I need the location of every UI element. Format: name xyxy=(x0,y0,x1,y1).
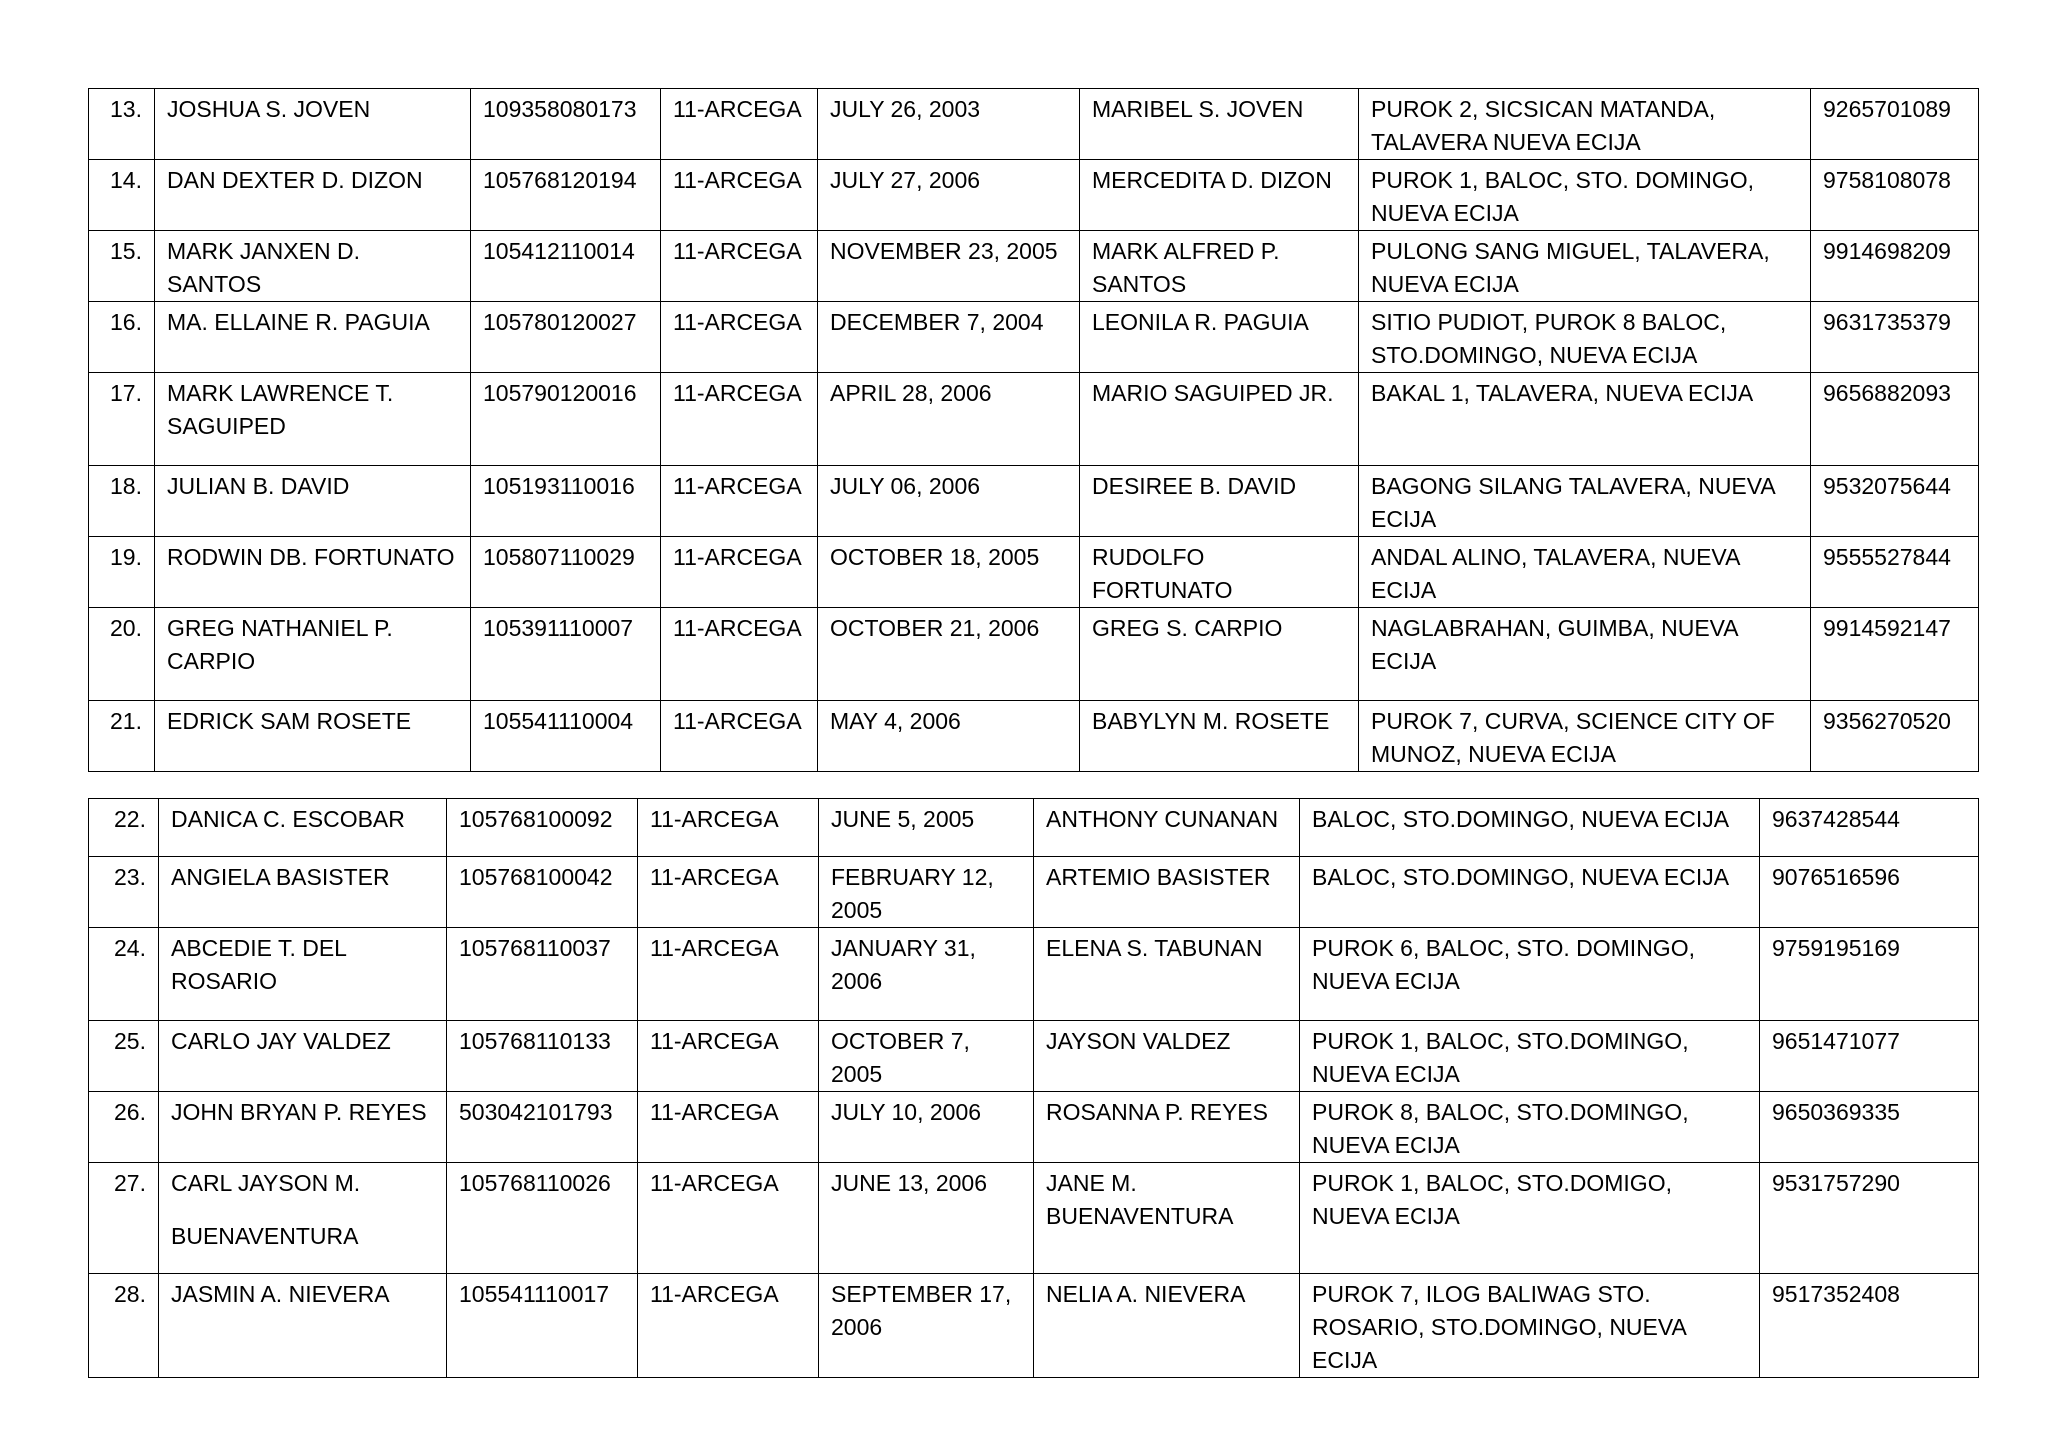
student-name: GREG NATHANIEL P. CARPIO xyxy=(155,608,471,701)
table-row xyxy=(89,1163,1979,1274)
contact-number: 9650369335 xyxy=(1760,1092,1979,1163)
lrn: 105768120194 xyxy=(471,160,661,231)
birthdate: JUNE 13, 2006 xyxy=(819,1163,1034,1274)
section: 11-ARCEGA xyxy=(638,928,819,1021)
lrn: 105768110026 xyxy=(447,1163,638,1274)
section: 11-ARCEGA xyxy=(638,799,819,857)
contact-number: 9531757290 xyxy=(1760,1163,1979,1274)
lrn: 105780120027 xyxy=(471,302,661,373)
birthdate: OCTOBER 7, 2005 xyxy=(819,1021,1034,1092)
birthdate: DECEMBER 7, 2004 xyxy=(818,302,1080,373)
lrn: 105391110007 xyxy=(471,608,661,701)
birthdate: JULY 27, 2006 xyxy=(818,160,1080,231)
contact-number: 9265701089 xyxy=(1811,89,1979,160)
birthdate: NOVEMBER 23, 2005 xyxy=(818,231,1080,302)
row-number: 25. xyxy=(89,1021,159,1092)
section: 11-ARCEGA xyxy=(661,701,818,772)
row-number: 28. xyxy=(89,1274,159,1378)
address: BAKAL 1, TALAVERA, NUEVA ECIJA xyxy=(1359,373,1811,466)
address: PUROK 1, BALOC, STO.DOMINGO, NUEVA ECIJA xyxy=(1300,1021,1760,1092)
lrn: 105541110017 xyxy=(447,1274,638,1378)
address: PUROK 8, BALOC, STO.DOMINGO, NUEVA ECIJA xyxy=(1300,1092,1760,1163)
guardian-name: ELENA S. TABUNAN xyxy=(1034,928,1300,1021)
student-name-line-1: CARL JAYSON M. xyxy=(171,1170,361,1196)
student-name-line-2: BUENAVENTURA xyxy=(171,1223,359,1249)
birthdate: JULY 10, 2006 xyxy=(819,1092,1034,1163)
section: 11-ARCEGA xyxy=(638,1274,819,1378)
address: BALOC, STO.DOMINGO, NUEVA ECIJA xyxy=(1300,857,1760,928)
lrn: 105768110133 xyxy=(447,1021,638,1092)
row-number: 23. xyxy=(89,857,159,928)
section: 11-ARCEGA xyxy=(661,160,818,231)
guardian-name: GREG S. CARPIO xyxy=(1080,608,1359,701)
contact-number: 9914698209 xyxy=(1811,231,1979,302)
birthdate: JUNE 5, 2005 xyxy=(819,799,1034,857)
table-row xyxy=(89,799,1979,857)
table-row xyxy=(89,857,1979,928)
address: SITIO PUDIOT, PUROK 8 BALOC, STO.DOMINGO, NUEVA ECIJA xyxy=(1359,302,1811,373)
section: 11-ARCEGA xyxy=(661,466,818,537)
birthdate: MAY 4, 2006 xyxy=(818,701,1080,772)
table-row xyxy=(89,701,1979,772)
section: 11-ARCEGA xyxy=(661,302,818,373)
guardian-name: MARIO SAGUIPED JR. xyxy=(1080,373,1359,466)
address: PUROK 7, CURVA, SCIENCE CITY OF MUNOZ, NUEVA ECIJA xyxy=(1359,701,1811,772)
row-number: 15. xyxy=(89,231,155,302)
lrn: 105768110037 xyxy=(447,928,638,1021)
lrn: 105768100042 xyxy=(447,857,638,928)
birthdate: JULY 26, 2003 xyxy=(818,89,1080,160)
birthdate: SEPTEMBER 17, 2006 xyxy=(819,1274,1034,1378)
contact-number: 9356270520 xyxy=(1811,701,1979,772)
birthdate: APRIL 28, 2006 xyxy=(818,373,1080,466)
birthdate: FEBRUARY 12, 2005 xyxy=(819,857,1034,928)
student-name: DAN DEXTER D. DIZON xyxy=(155,160,471,231)
contact-number: 9914592147 xyxy=(1811,608,1979,701)
address: PUROK 7, ILOG BALIWAG STO. ROSARIO, STO.DOMINGO, NUEVA ECIJA xyxy=(1300,1274,1760,1378)
student-name: MARK JANXEN D. SANTOS xyxy=(155,231,471,302)
student-name: JOSHUA S. JOVEN xyxy=(155,89,471,160)
contact-number: 9517352408 xyxy=(1760,1274,1979,1378)
row-number: 19. xyxy=(89,537,155,608)
row-number: 26. xyxy=(89,1092,159,1163)
contact-number: 9637428544 xyxy=(1760,799,1979,857)
row-number: 20. xyxy=(89,608,155,701)
guardian-name: JANE M. BUENAVENTURA xyxy=(1034,1163,1300,1274)
guardian-name: LEONILA R. PAGUIA xyxy=(1080,302,1359,373)
contact-number: 9532075644 xyxy=(1811,466,1979,537)
section: 11-ARCEGA xyxy=(661,608,818,701)
student-name xyxy=(159,1163,447,1274)
table-row xyxy=(89,537,1979,608)
student-name: DANICA C. ESCOBAR xyxy=(159,799,447,857)
row-number: 13. xyxy=(89,89,155,160)
address: ANDAL ALINO, TALAVERA, NUEVA ECIJA xyxy=(1359,537,1811,608)
contact-number: 9631735379 xyxy=(1811,302,1979,373)
table-row xyxy=(89,1092,1979,1163)
guardian-name: MERCEDITA D. DIZON xyxy=(1080,160,1359,231)
student-table-2 xyxy=(88,798,1979,1378)
guardian-name: ANTHONY CUNANAN xyxy=(1034,799,1300,857)
guardian-name: MARIBEL S. JOVEN xyxy=(1080,89,1359,160)
section: 11-ARCEGA xyxy=(661,231,818,302)
section: 11-ARCEGA xyxy=(661,89,818,160)
row-number: 21. xyxy=(89,701,155,772)
guardian-name: DESIREE B. DAVID xyxy=(1080,466,1359,537)
student-name: MARK LAWRENCE T. SAGUIPED xyxy=(155,373,471,466)
address: PUROK 1, BALOC, STO. DOMINGO, NUEVA ECIJA xyxy=(1359,160,1811,231)
lrn: 105541110004 xyxy=(471,701,661,772)
table-row xyxy=(89,928,1979,1021)
student-name: JOHN BRYAN P. REYES xyxy=(159,1092,447,1163)
table-row xyxy=(89,302,1979,373)
student-name: ANGIELA BASISTER xyxy=(159,857,447,928)
row-number: 16. xyxy=(89,302,155,373)
contact-number: 9076516596 xyxy=(1760,857,1979,928)
section: 11-ARCEGA xyxy=(638,1021,819,1092)
guardian-name: ROSANNA P. REYES xyxy=(1034,1092,1300,1163)
student-name: JULIAN B. DAVID xyxy=(155,466,471,537)
address: PUROK 2, SICSICAN MATANDA, TALAVERA NUEVA ECIJA xyxy=(1359,89,1811,160)
contact-number: 9651471077 xyxy=(1760,1021,1979,1092)
birthdate: OCTOBER 18, 2005 xyxy=(818,537,1080,608)
section: 11-ARCEGA xyxy=(638,1163,819,1274)
student-name: JASMIN A. NIEVERA xyxy=(159,1274,447,1378)
lrn: 105807110029 xyxy=(471,537,661,608)
lrn: 109358080173 xyxy=(471,89,661,160)
row-number: 27. xyxy=(89,1163,159,1274)
student-name: CARLO JAY VALDEZ xyxy=(159,1021,447,1092)
guardian-name: ARTEMIO BASISTER xyxy=(1034,857,1300,928)
section: 11-ARCEGA xyxy=(638,857,819,928)
table-row xyxy=(89,466,1979,537)
lrn: 105193110016 xyxy=(471,466,661,537)
table-row xyxy=(89,231,1979,302)
table-row xyxy=(89,160,1979,231)
section: 11-ARCEGA xyxy=(661,373,818,466)
contact-number: 9759195169 xyxy=(1760,928,1979,1021)
student-table-1 xyxy=(88,88,1979,772)
address: PUROK 6, BALOC, STO. DOMINGO, NUEVA ECIJA xyxy=(1300,928,1760,1021)
birthdate: JULY 06, 2006 xyxy=(818,466,1080,537)
birthdate: JANUARY 31, 2006 xyxy=(819,928,1034,1021)
table-row xyxy=(89,373,1979,466)
row-number: 18. xyxy=(89,466,155,537)
student-name: RODWIN DB. FORTUNATO xyxy=(155,537,471,608)
row-number: 22. xyxy=(89,799,159,857)
guardian-name: BABYLYN M. ROSETE xyxy=(1080,701,1359,772)
row-number: 14. xyxy=(89,160,155,231)
guardian-name: JAYSON VALDEZ xyxy=(1034,1021,1300,1092)
address: NAGLABRAHAN, GUIMBA, NUEVA ECIJA xyxy=(1359,608,1811,701)
table-row xyxy=(89,1274,1979,1378)
student-name: ABCEDIE T. DEL ROSARIO xyxy=(159,928,447,1021)
address: BALOC, STO.DOMINGO, NUEVA ECIJA xyxy=(1300,799,1760,857)
section: 11-ARCEGA xyxy=(661,537,818,608)
address: PUROK 1, BALOC, STO.DOMIGO, NUEVA ECIJA xyxy=(1300,1163,1760,1274)
address: BAGONG SILANG TALAVERA, NUEVA ECIJA xyxy=(1359,466,1811,537)
contact-number: 9656882093 xyxy=(1811,373,1979,466)
lrn: 105790120016 xyxy=(471,373,661,466)
guardian-name: NELIA A. NIEVERA xyxy=(1034,1274,1300,1378)
row-number: 24. xyxy=(89,928,159,1021)
birthdate: OCTOBER 21, 2006 xyxy=(818,608,1080,701)
row-number: 17. xyxy=(89,373,155,466)
table-row xyxy=(89,608,1979,701)
lrn: 105412110014 xyxy=(471,231,661,302)
guardian-name: RUDOLFO FORTUNATO xyxy=(1080,537,1359,608)
student-name: MA. ELLAINE R. PAGUIA xyxy=(155,302,471,373)
table-row xyxy=(89,1021,1979,1092)
contact-number: 9758108078 xyxy=(1811,160,1979,231)
address: PULONG SANG MIGUEL, TALAVERA, NUEVA ECIJA xyxy=(1359,231,1811,302)
student-name: EDRICK SAM ROSETE xyxy=(155,701,471,772)
lrn: 503042101793 xyxy=(447,1092,638,1163)
table-row xyxy=(89,89,1979,160)
lrn: 105768100092 xyxy=(447,799,638,857)
guardian-name: MARK ALFRED P. SANTOS xyxy=(1080,231,1359,302)
contact-number: 9555527844 xyxy=(1811,537,1979,608)
section: 11-ARCEGA xyxy=(638,1092,819,1163)
